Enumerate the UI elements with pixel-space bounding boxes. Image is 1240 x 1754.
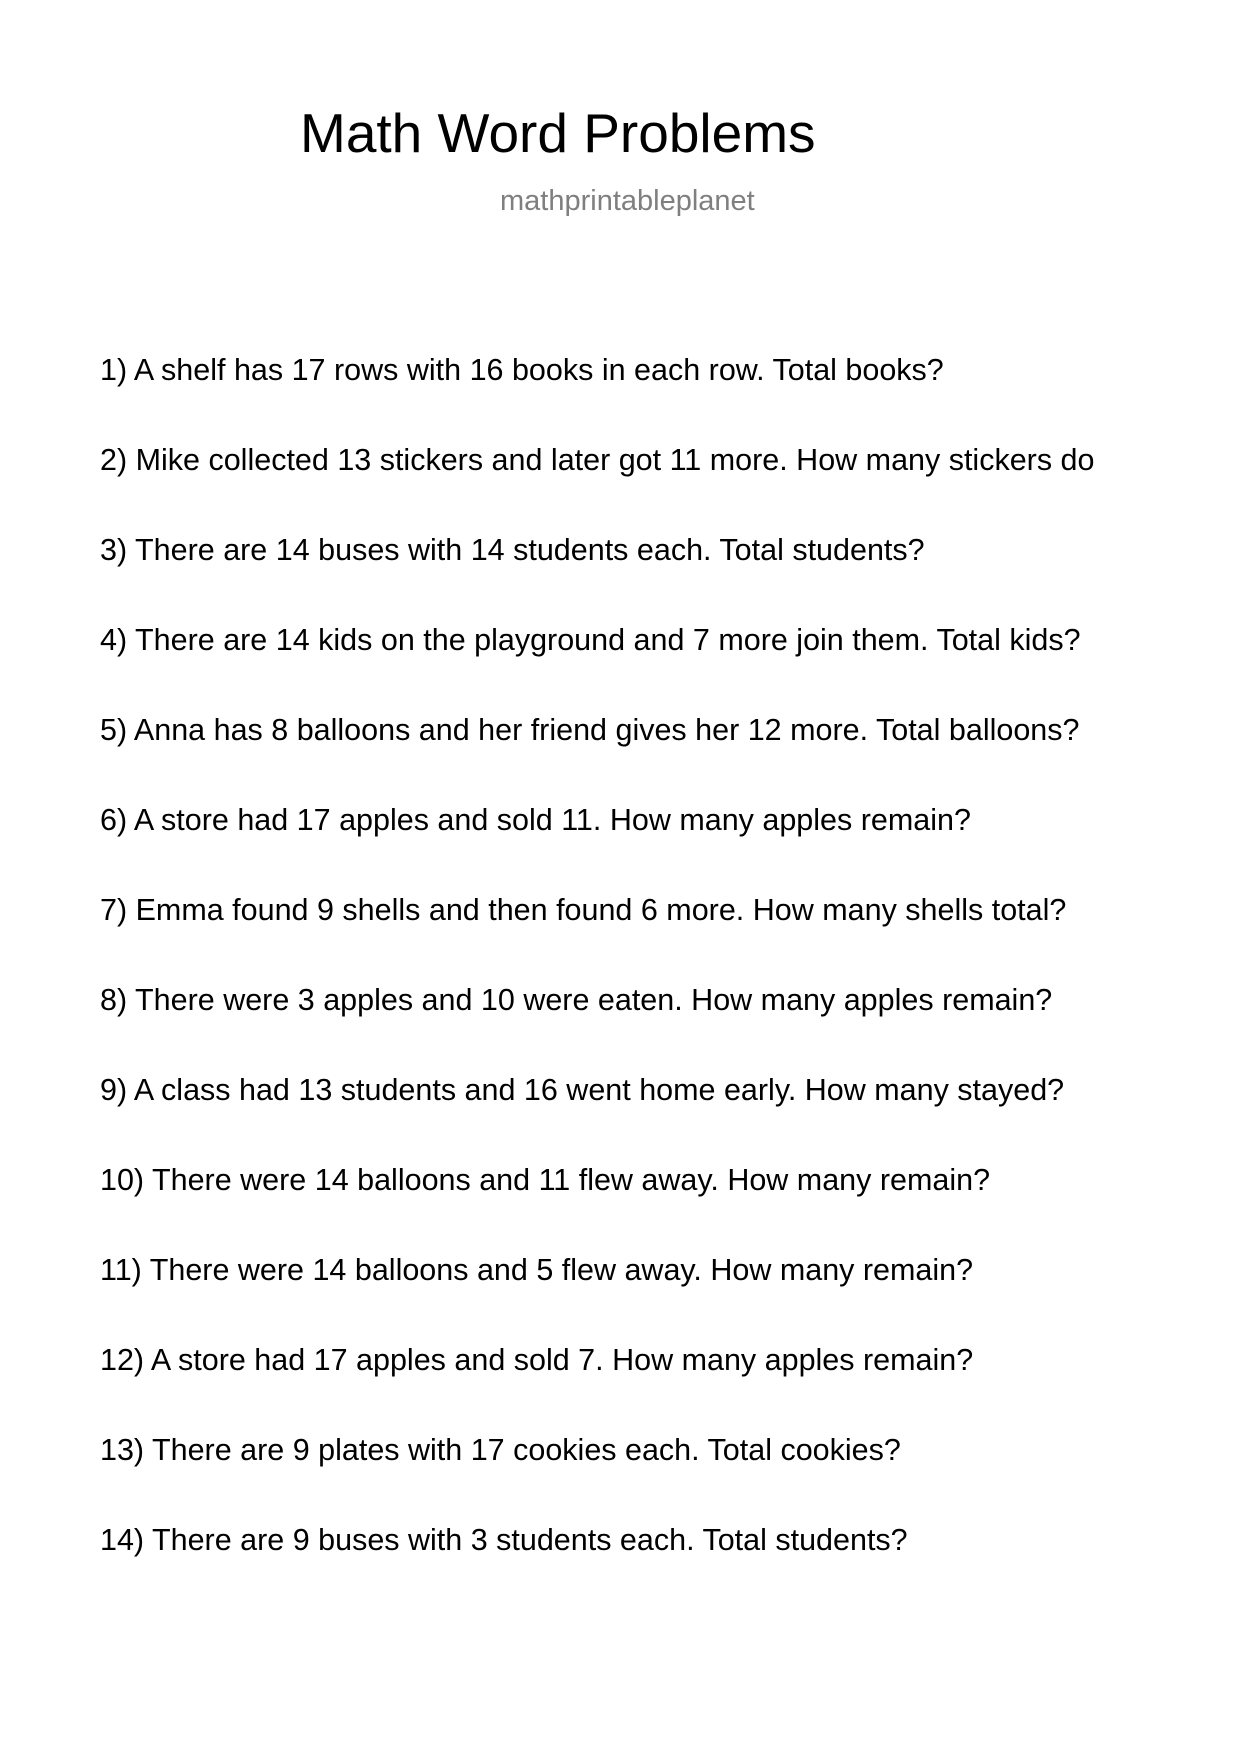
problem-item: 9) A class had 13 students and 16 went home early. How many stayed? [100, 1073, 1065, 1107]
problem-item: 4) There are 14 kids on the playground and 7 more join them. Total kids? [100, 623, 1081, 657]
problem-list [100, 350, 1094, 1610]
problem-item: 10) There were 14 balloons and 11 flew away. How many remain? [100, 1163, 991, 1197]
problem-item: 14) There are 9 buses with 3 students each. Total students? [100, 1523, 908, 1557]
problem-item: 13) There are 9 plates with 17 cookies each. Total cookies? [100, 1433, 901, 1467]
problem-item: 1) A shelf has 17 rows with 16 books in each row. Total books? [100, 353, 944, 387]
problem-item: 6) A store had 17 apples and sold 11. How many apples remain? [100, 803, 971, 837]
problem-item: 11) There were 14 balloons and 5 flew away. How many remain? [100, 1253, 974, 1287]
problem-item: 3) There are 14 buses with 14 students each. Total students? [100, 533, 925, 567]
problem-item: 8) There were 3 apples and 10 were eaten. How many apples remain? [100, 983, 1053, 1017]
problem-item: 7) Emma found 9 shells and then found 6 more. How many shells total? [100, 893, 1067, 927]
problem-item: 2) Mike collected 13 stickers and later got 11 more. How many stickers do [100, 443, 1095, 477]
page-subtitle: mathprintableplanet [500, 185, 755, 217]
page-title: Math Word Problems [300, 102, 816, 164]
problem-item: 12) A store had 17 apples and sold 7. How many apples remain? [100, 1343, 974, 1377]
problem-item: 5) Anna has 8 balloons and her friend gives her 12 more. Total balloons? [100, 713, 1080, 747]
